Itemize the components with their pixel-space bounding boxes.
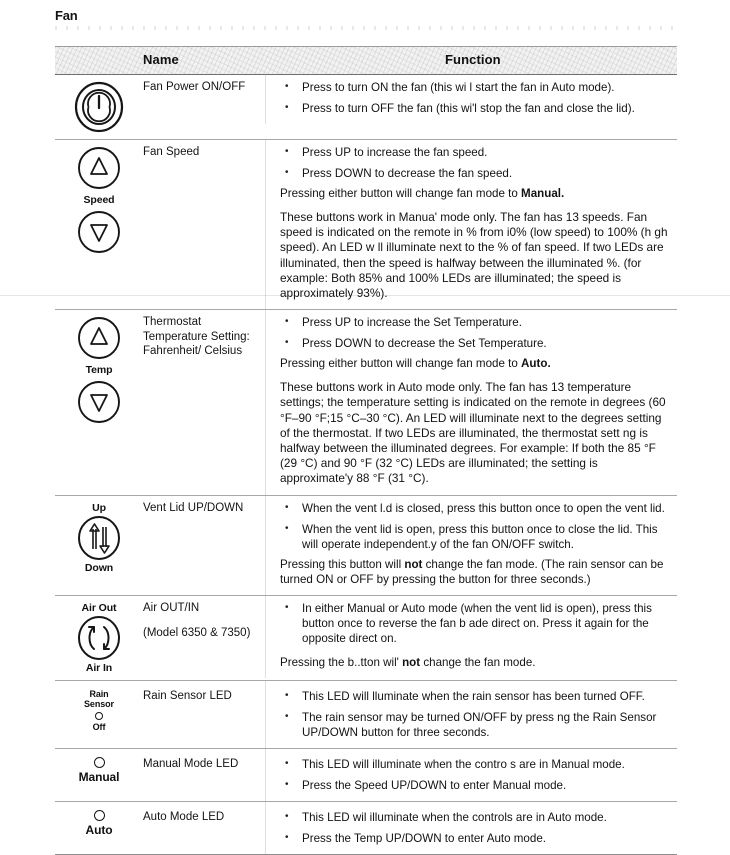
list-item: • The rain sensor may be turned ON/OFF by press ng the Rain Sensor UP/DOWN button for three seconds. <box>280 710 673 740</box>
manual-mode-led-icon <box>94 757 105 768</box>
function-cell <box>265 749 677 801</box>
control-name: Manual Mode LED <box>143 757 239 770</box>
fan-controls-table <box>55 46 677 855</box>
icon-cell <box>55 140 143 260</box>
function-bullet-list <box>280 689 673 740</box>
icon-cell <box>55 681 143 739</box>
note-bold: Auto. <box>521 357 551 371</box>
icon-label: Auto <box>85 822 113 837</box>
function-bullet-list <box>280 145 673 181</box>
list-item: • Press DOWN to decrease the fan speed. <box>280 166 673 181</box>
note-text: Pressing the b..tton wil' <box>280 655 403 669</box>
function-cell <box>265 75 677 124</box>
icon-label: Rain <box>89 688 109 699</box>
mode-note <box>280 557 673 587</box>
mode-note <box>280 356 673 371</box>
temp-up-button-icon[interactable] <box>76 316 122 360</box>
function-bullet-list <box>280 80 673 116</box>
note-bold: not <box>402 655 421 669</box>
page-title: Fan <box>55 8 78 23</box>
function-cell <box>265 596 677 678</box>
note-bold: not <box>404 557 423 571</box>
icon-cell <box>55 802 143 842</box>
mode-note <box>280 186 673 201</box>
list-item: • Press the Temp UP/DOWN to enter Auto mode. <box>280 831 673 846</box>
icon-label: Up <box>92 501 106 514</box>
column-header-name: Name <box>143 52 179 67</box>
note-after: change the fan mode. <box>420 655 536 669</box>
table-row <box>55 310 677 495</box>
list-item: • This LED wil illuminate when the controls are in Auto mode. <box>280 810 673 825</box>
detail-paragraph: These buttons work in Manua' mode only. The fan has 13 speeds. Fan speed is indicated on the remote in % from i0% (low speed) to 100% (h gh speed). An LED w ll illuminate next to the % of fan speed. If two LEDs are illuminated, then the speed is halfway between the illuminated %. (for example: Both 85% and 100% LEDs are illuminated; the speed is approximately 93%). <box>280 210 668 301</box>
icon-label: Manual <box>78 769 120 784</box>
note-after: change the fan mode. (The rain sensor can be turned ON or OFF by pressing the button for three seconds.) <box>280 557 664 586</box>
control-name: Fan Speed <box>143 146 200 158</box>
icon-label: Speed <box>83 194 115 206</box>
icon-cell <box>55 496 143 580</box>
table-row <box>55 140 677 310</box>
icon-label: Off <box>92 721 106 732</box>
list-item: • When the vent l.d is closed, press this button once to open the vent lid. <box>280 501 673 516</box>
function-bullet-list <box>280 757 673 793</box>
note-text: Pressing either button will change fan mode to <box>280 357 522 371</box>
control-name: Thermostat Temperature Setting: Fahrenheit/ Celsius <box>143 316 250 358</box>
function-cell <box>265 681 677 748</box>
list-item: • When the vent lid is open, press this button once to close the lid. This will operate independent.y of the fan ON/OFF switch. <box>280 522 673 552</box>
table-row <box>55 681 677 749</box>
list-item: • Press UP to increase the fan speed. <box>280 145 673 160</box>
vent-lid-up-down-button-icon[interactable] <box>75 515 123 561</box>
table-row <box>55 749 677 802</box>
control-name: Auto Mode LED <box>143 810 225 823</box>
icon-label: Temp <box>85 364 113 377</box>
function-bullet-list <box>280 601 673 646</box>
model-note: (Model 6350 & 7350) <box>143 627 251 640</box>
icon-label: Down <box>84 561 114 574</box>
scan-artifact-speckle <box>55 26 675 30</box>
table-header-row <box>55 46 677 75</box>
list-item: • In either Manual or Auto mode (when the vent lid is open), press this button once to reverse the fan b ade direct on. Press it again for the opposite direct on. <box>280 601 673 646</box>
icon-cell <box>55 596 143 680</box>
icon-cell <box>55 310 143 430</box>
function-cell <box>265 310 677 494</box>
rain-sensor-led-icon <box>95 712 103 720</box>
control-name <box>143 596 265 647</box>
mode-note <box>280 655 673 670</box>
function-bullet-list <box>280 810 673 846</box>
table-row <box>55 596 677 681</box>
auto-mode-led-icon <box>94 810 105 821</box>
note-text: Pressing either button will change fan mode to <box>280 187 522 200</box>
function-bullet-list <box>280 315 673 351</box>
table-row <box>55 75 677 140</box>
list-item: • Press DOWN to decrease the Set Temperature. <box>280 336 673 351</box>
air-out-in-button-icon[interactable] <box>75 615 123 661</box>
control-name-text: Air OUT/IN <box>143 601 200 614</box>
table-row <box>55 802 677 855</box>
list-item: • Press UP to increase the Set Temperature. <box>280 315 673 330</box>
icon-label: Sensor <box>84 699 114 710</box>
speed-up-button-icon[interactable] <box>76 146 122 190</box>
list-item: • Press the Speed UP/DOWN to enter Manual mode. <box>280 778 673 793</box>
list-item: • Press to turn ON the fan (this wi l start the fan in Auto mode). <box>280 80 673 95</box>
temp-down-button-icon[interactable] <box>76 380 122 424</box>
column-header-function: Function <box>445 52 501 67</box>
table-row <box>55 496 677 596</box>
note-text: Pressing this button will <box>280 557 405 571</box>
function-bullet-list <box>280 501 673 552</box>
icon-cell <box>55 75 143 139</box>
function-cell <box>265 802 677 854</box>
speed-down-button-icon[interactable] <box>76 210 122 254</box>
control-name: Rain Sensor LED <box>143 689 232 702</box>
note-bold: Manual. <box>521 187 565 200</box>
control-name: Fan Power ON/OFF <box>143 81 246 93</box>
detail-paragraph: These buttons work in Auto mode only. The fan has 13 temperature settings; the temperature setting is indicated on the remote in degrees (60 °F–90 °F;15 °C–30 °C). An LED will illuminate next to the degrees setting of the thermostat. If two LEDs are illuminated, the thermostat sett ng is halfway between the illuminated degrees. For example: If both the 85 °F (29 °C) and 90 °F (32 °C) LEDs are illuminated; the setting is approximate'y 88 °F (31 °C). <box>280 380 666 486</box>
list-item: • Press to turn OFF the fan (this wi'l stop the fan and close the lid). <box>280 101 673 116</box>
icon-cell <box>55 749 143 789</box>
icon-label: Air In <box>85 661 113 674</box>
list-item: • This LED will illuminate when the contro s are in Manual mode. <box>280 757 673 772</box>
function-cell <box>265 140 677 309</box>
control-name: Vent Lid UP/DOWN <box>143 501 244 514</box>
power-button-icon[interactable] <box>74 81 124 133</box>
icon-label: Air Out <box>81 601 117 614</box>
list-item: • This LED will lluminate when the rain sensor has been turned OFF. <box>280 689 673 704</box>
function-cell <box>265 496 677 595</box>
